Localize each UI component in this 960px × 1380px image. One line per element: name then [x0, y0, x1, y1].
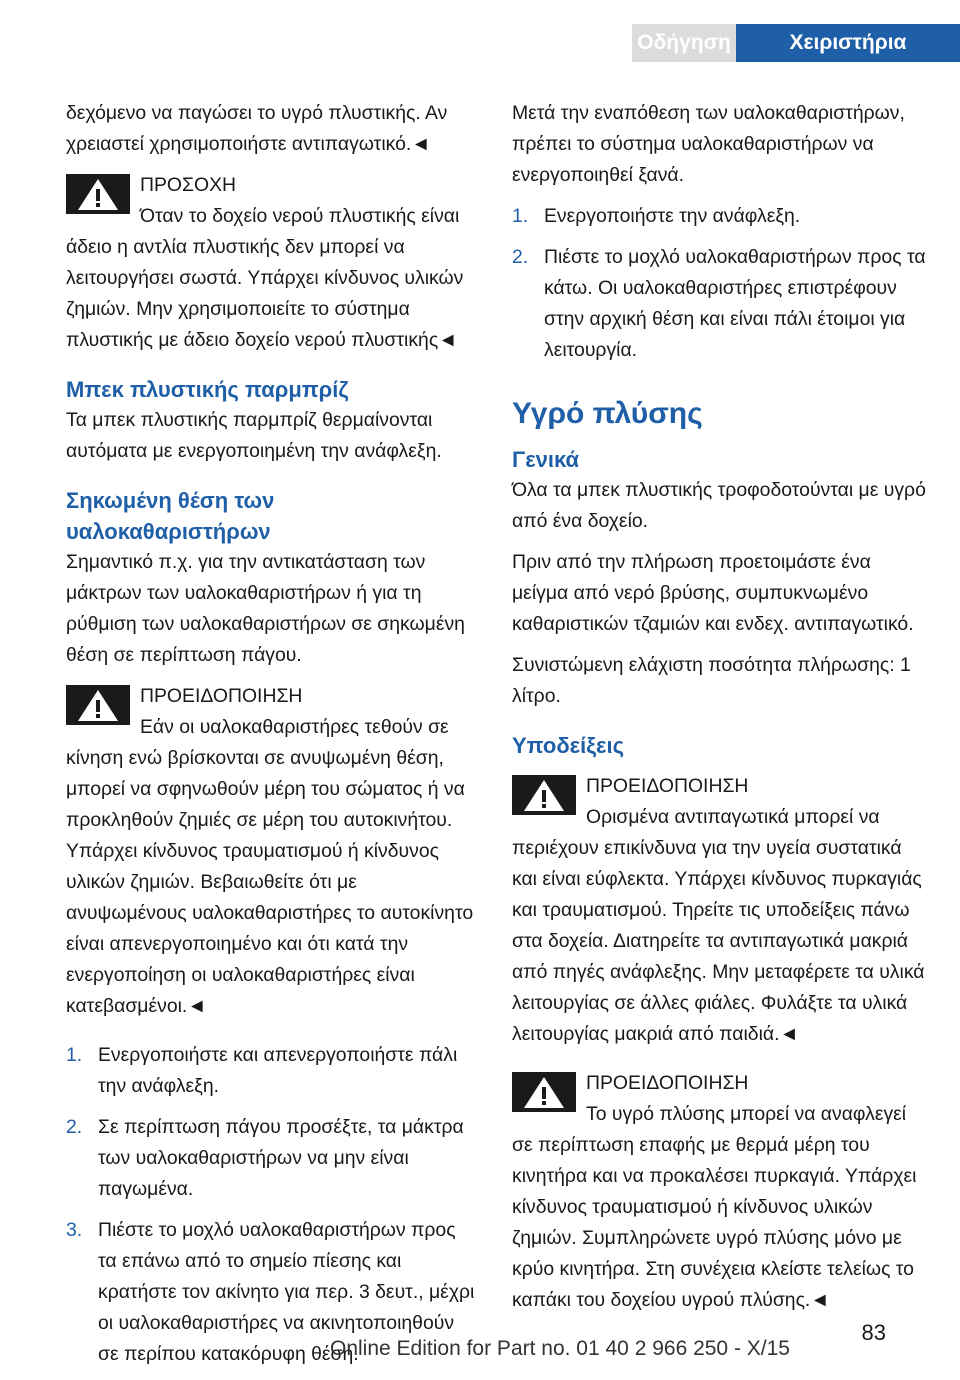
warning-text: Το υγρό πλύσης μπορεί να αναφλεγεί σε περίπτωση επαφής με θερμά μέρη του κινητήρα και να προκαλέσει πυρκαγιά. Υπάρχει κίνδυνος τραυματισμού ή κίνδυνος υλικών ζημιών. Συμπληρώνετε υγρό πλύσης μόνο με κρύο κινητήρα. Στη συνέχεια κλείστε τελείως το καπάκι του δοχείου υγρού πλύσης.◄: [512, 1103, 917, 1311]
caution-box: [66, 170, 478, 356]
step-text: Πιέστε το μοχλό υαλοκαθαριστήρων προς τα επάνω από το σημείο πίεσης και κρατήστε τον ακίνητο για περ. 3 δευτ., μέχρι οι υαλοκαθαριστήρες να ακινητοποιηθούν σε περίπου κατακόρυφη θέση.: [98, 1219, 475, 1365]
warning-title: ΠΡΟΕΙΔΟΠΟΙΗΣΗ: [586, 1072, 749, 1094]
edition-footer: Online Edition for Part no. 01 40 2 966 250 - X/15: [330, 1337, 790, 1360]
warning-box-flammable: [512, 1068, 930, 1316]
step-number: 1.: [512, 205, 529, 227]
step-text: Ενεργοποιήστε την ανάφλεξη.: [544, 205, 801, 227]
raised-position-paragraph: Σημαντικό π.χ. για την αντικατάσταση των μάκτρων των υαλοκαθαριστήρων ή για τη ρύθμιση των υαλοκαθαριστήρων σε σηκωμένη θέση σε περίπτωση πάγου.: [66, 551, 465, 666]
step-text: Ενεργοποιήστε και απενεργοποιήστε πάλι την ανάφλεξη.: [98, 1044, 458, 1097]
tab-drive[interactable]: Οδήγηση: [632, 24, 736, 62]
warning-text: Εάν οι υαλοκαθαριστήρες τεθούν σε κίνηση ενώ βρίσκονται σε ανυψωμένη θέση, μπορεί να σφηνωθούν μέρη του σώματος ή να προκληθούν ζημιές σε μέρη του αυτοκινήτου. Υπάρχει κίνδυνος τραυματισμού ή κίνδυνος υλικών ζημιών. Βεβαιωθείτε ότι με ανυψωμένους υαλοκαθαριστήρες το αυτοκίνητο είναι απενεργοποιημένο και ότι κατά την ενεργοποίηση οι υαλοκαθαριστήρες είναι κατεβασμένοι.◄: [66, 716, 474, 1017]
intro-paragraph: δεχόμενο να παγώσει το υγρό πλυστικής. Αν χρειαστεί χρησιμοποιήστε αντιπαγωτικό.◄: [66, 102, 448, 155]
list-item: [66, 1112, 478, 1205]
caution-text: Όταν το δοχείο νερού πλυστικής είναι άδειο η αντλία πλυστικής δεν μπορεί να λειτουργήσει σωστά. Υπάρχει κίνδυνος υλικών ζημιών. Μην χρησιμοποιείτε το σύστημα πλυστικής με άδειο δοχείο νερού πλυστικής◄: [66, 205, 464, 351]
steps-list-right: [512, 201, 930, 366]
subheading-general: Γενικά: [512, 447, 580, 472]
warning-text: Ορισμένα αντιπαγωτικά μπορεί να περιέχουν επικίνδυνα για την υγεία συστατικά και είναι εύφλεκτα. Υπάρχει κίνδυνος πυρκαγιάς και τραυματισμού. Τηρείτε τις υποδείξεις πάνω στα δοχεία. Διατηρείτε τα αντιπαγωτικά μακριά από πηγές ανάφλεξης. Μην μεταφέρετε τα υλικά λειτουργίας σε άλλες φιάλες. Φυλάξτε τα υλικά λειτουργίας μακριά από παιδιά.◄: [512, 806, 925, 1045]
general-paragraph-1: Όλα τα μπεκ πλυστικής τροφοδοτούνται με υγρό από ένα δοχείο.: [512, 479, 926, 532]
subheading-notes: Υποδείξεις: [512, 733, 625, 758]
general-paragraph-3: Συνιστώμενη ελάχιστη ποσότητα πλήρωσης: 1 λίτρο.: [512, 654, 911, 707]
step-text: Πιέστε το μοχλό υαλοκαθαριστήρων προς τα κάτω. Οι υαλοκαθαριστήρες επιστρέφουν στην αρχική θέση και είναι πάλι έτοιμοι για λειτουργία.: [544, 246, 926, 361]
reactivate-paragraph: Μετά την εναπόθεση των υαλοκαθαριστήρων, πρέπει το σύστημα υαλοκαθαριστήρων να ενεργοποιηθεί ξανά.: [512, 102, 905, 186]
nozzles-paragraph: Τα μπεκ πλυστικής παρμπρίζ θερμαίνονται αυτόματα με ενεργοποιημένη την ανάφλεξη.: [66, 409, 442, 462]
step-text: Σε περίπτωση πάγου προσέξτε, τα μάκτρα των υαλοκαθαριστήρων να μην είναι παγωμένα.: [98, 1116, 464, 1200]
warning-triangle-icon: [66, 174, 130, 214]
step-number: 2.: [512, 246, 529, 268]
steps-list-left: [66, 1040, 478, 1370]
section-heading-raised-position: Σηκωμένη θέση των υαλοκαθαριστήρων: [66, 488, 275, 544]
warning-box-antifreeze: [512, 771, 930, 1050]
step-number: 2.: [66, 1116, 83, 1138]
step-number: 3.: [66, 1219, 83, 1241]
section-heading-washer-fluid: Υγρό πλύσης: [512, 397, 703, 430]
warning-title: ΠΡΟΕΙΔΟΠΟΙΗΣΗ: [586, 775, 749, 797]
warning-box-raised: [66, 681, 478, 1022]
step-number: 1.: [66, 1044, 83, 1066]
header-tabs: [632, 24, 960, 62]
left-column: [66, 98, 478, 1380]
list-item: [512, 201, 930, 232]
caution-title: ΠΡΟΣΟΧΗ: [140, 174, 237, 196]
warning-title: ΠΡΟΕΙΔΟΠΟΙΗΣΗ: [140, 685, 303, 707]
warning-triangle-icon: [512, 1072, 576, 1112]
warning-triangle-icon: [66, 685, 130, 725]
right-column: [512, 98, 930, 1334]
warning-triangle-icon: [512, 775, 576, 815]
tab-controls[interactable]: Χειριστήρια: [736, 24, 960, 62]
general-paragraph-2: Πριν από την πλήρωση προετοιμάστε ένα μείγμα από νερό βρύσης, συμπυκνωμένο καθαριστικών τζαμιών και ενδεχ. αντιπαγωτικό.: [512, 551, 914, 635]
section-heading-nozzles: Μπεκ πλυστικής παρμπρίζ: [66, 377, 349, 402]
list-item: [66, 1040, 478, 1102]
list-item: [512, 242, 930, 366]
page-number: 83: [861, 1320, 886, 1345]
